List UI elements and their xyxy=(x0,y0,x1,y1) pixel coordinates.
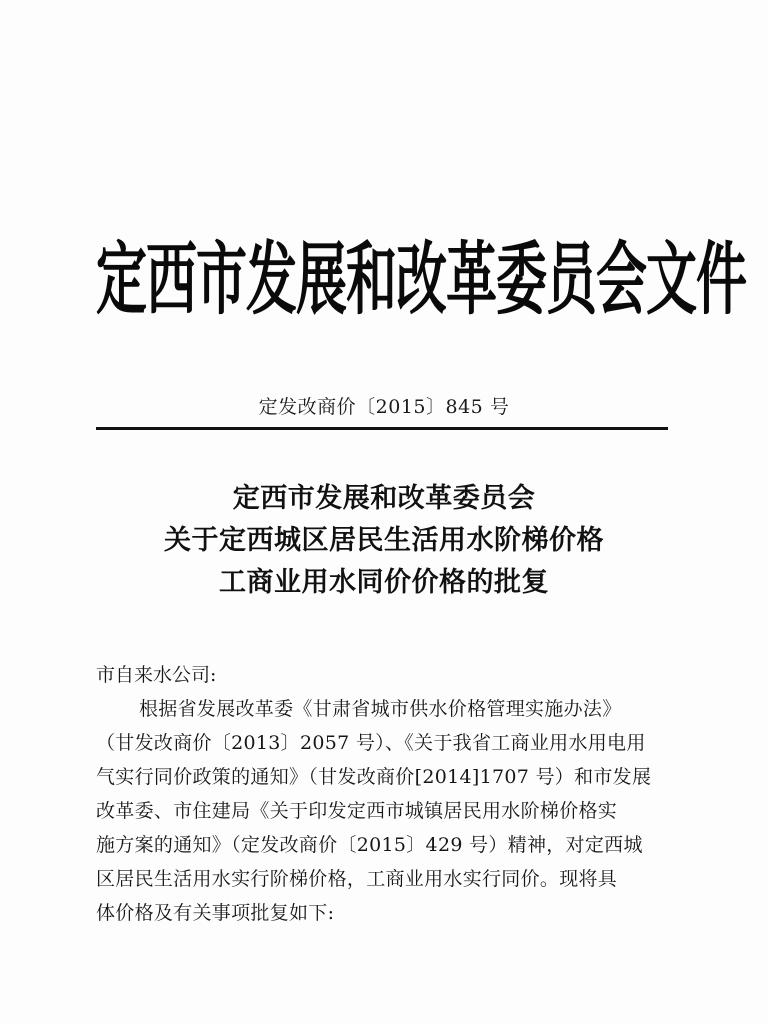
salutation: 市自来水公司: xyxy=(96,664,217,686)
body-line-2: （甘发改商价〔2013〕2057 号）、《关于我省工商业用水用电用 xyxy=(96,732,646,754)
document-masthead: 定西市发展和改革委员会文件 xyxy=(96,235,747,327)
document-title xyxy=(0,478,768,604)
title-line-2: 关于定西城区居民生活用水阶梯价格 xyxy=(164,525,604,556)
document-body xyxy=(96,658,676,930)
body-line-7: 体价格及有关事项批复如下: xyxy=(96,902,335,924)
header-divider xyxy=(96,427,668,430)
body-line-5: 施方案的通知》（定发改商价〔2015〕429 号）精神，对定西城 xyxy=(96,834,643,856)
title-line-1: 定西市发展和改革委员会 xyxy=(232,483,536,514)
body-line-1: 根据省发展改革委《甘肃省城市供水价格管理实施办法》 xyxy=(139,698,622,720)
body-line-3: 气实行同价政策的通知》（甘发改商价[2014]1707 号）和市发展 xyxy=(96,766,652,788)
body-line-6: 区居民生活用水实行阶梯价格，工商业用水实行同价。现将具 xyxy=(96,868,618,890)
title-line-3: 工商业用水同价价格的批复 xyxy=(219,567,549,598)
body-line-4: 改革委、市住建局《关于印发定西市城镇居民用水阶梯价格实 xyxy=(96,800,618,822)
document-number: 定发改商价〔2015〕845 号 xyxy=(258,396,510,418)
